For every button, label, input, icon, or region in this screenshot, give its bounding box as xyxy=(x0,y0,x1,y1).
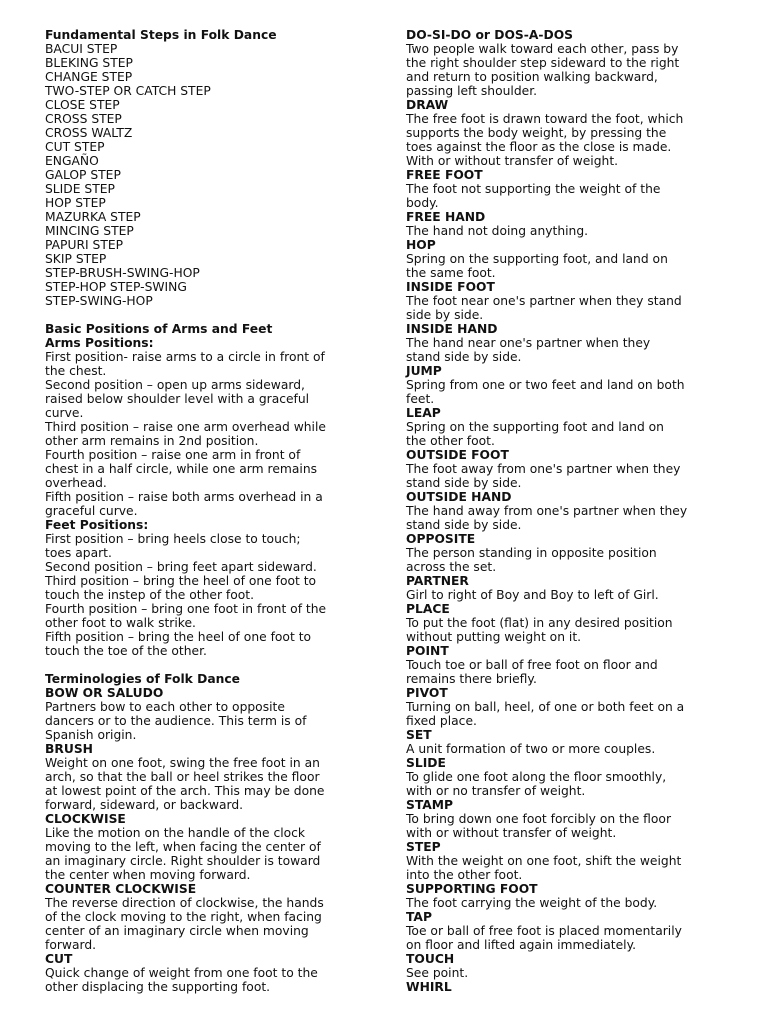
term-entry xyxy=(406,98,736,168)
term-entry xyxy=(45,812,375,882)
term-definition-line: With the weight on one foot, shift the weight xyxy=(406,854,682,868)
term-definition-line: Like the motion on the handle of the clock xyxy=(45,826,306,840)
term-definition-line: at lowest point of the arch. This may be done xyxy=(45,784,325,798)
term-heading: INSIDE HAND xyxy=(406,322,498,336)
term-entry xyxy=(406,448,736,490)
steps-title: Fundamental Steps in Folk Dance xyxy=(45,28,277,42)
arms-position-line: the chest. xyxy=(45,364,107,378)
term-definition-line: with or without transfer of weight. xyxy=(406,826,617,840)
term-entry xyxy=(406,238,736,280)
term-definition-line: Toe or ball of free foot is placed momentarily xyxy=(406,924,682,938)
term-heading: DRAW xyxy=(406,98,449,112)
term-definition-line: feet. xyxy=(406,392,435,406)
term-entry xyxy=(406,910,736,952)
term-heading: STAMP xyxy=(406,798,454,812)
term-definition-line: Girl to right of Boy and Boy to left of Girl. xyxy=(406,588,659,602)
step-item: STEP-HOP STEP-SWING xyxy=(45,280,187,294)
step-item: CROSS STEP xyxy=(45,112,122,126)
step-item: SKIP STEP xyxy=(45,252,107,266)
term-heading: JUMP xyxy=(406,364,442,378)
arms-position-line: raised below shoulder level with a graceful xyxy=(45,392,310,406)
term-entry xyxy=(406,728,736,756)
term-entry xyxy=(45,952,375,994)
feet-positions xyxy=(45,532,375,658)
term-definition-line: other displacing the supporting foot. xyxy=(45,980,271,994)
term-entry xyxy=(406,490,736,532)
term-definition-line: body. xyxy=(406,196,439,210)
term-entry xyxy=(406,798,736,840)
term-entry xyxy=(45,882,375,952)
term-definition-line: stand side by side. xyxy=(406,350,522,364)
step-item: MINCING STEP xyxy=(45,224,134,238)
term-definition-line: The reverse direction of clockwise, the hands xyxy=(45,896,324,910)
arms-position-line: other arm remains in 2nd position. xyxy=(45,434,259,448)
term-heading: SUPPORTING FOOT xyxy=(406,882,538,896)
term-definition-line: To glide one foot along the floor smoothly, xyxy=(406,770,667,784)
term-entry xyxy=(406,28,736,98)
term-definition-line: forward. xyxy=(45,938,97,952)
term-heading: PLACE xyxy=(406,602,450,616)
term-definition-line: an imaginary circle. Right shoulder is toward xyxy=(45,854,321,868)
arms-positions xyxy=(45,350,375,518)
term-entry xyxy=(406,210,736,238)
term-entry xyxy=(406,168,736,210)
term-definition-line: Spring on the supporting foot, and land on xyxy=(406,252,668,266)
term-definition-line: Quick change of weight from one foot to the xyxy=(45,966,318,980)
term-entry xyxy=(406,952,736,980)
term-definition-line: the right shoulder step sideward to the right xyxy=(406,56,680,70)
term-heading: TOUCH xyxy=(406,952,455,966)
term-definition-line: the same foot. xyxy=(406,266,496,280)
term-entry xyxy=(406,756,736,798)
term-heading: CUT xyxy=(45,952,73,966)
term-definition-line: with or no transfer of weight. xyxy=(406,784,586,798)
term-heading: BOW OR SALUDO xyxy=(45,686,164,700)
term-definition-line: To bring down one foot forcibly on the floor xyxy=(406,812,672,826)
term-definition-line: without putting weight on it. xyxy=(406,630,582,644)
term-definition-line: supports the body weight, by pressing the xyxy=(406,126,667,140)
left-terms-list xyxy=(45,686,375,994)
step-item: HOP STEP xyxy=(45,196,106,210)
term-definition-line: passing left shoulder. xyxy=(406,84,538,98)
term-definition-line: The foot away from one's partner when they xyxy=(406,462,681,476)
term-definition-line: center of an imaginary circle when moving xyxy=(45,924,309,938)
term-definition-line: Partners bow to each other to opposite xyxy=(45,700,285,714)
spacer xyxy=(45,658,375,672)
term-heading: FREE HAND xyxy=(406,210,486,224)
term-entry xyxy=(406,574,736,602)
term-definition-line: To put the foot (flat) in any desired position xyxy=(406,616,673,630)
term-entry xyxy=(406,532,736,574)
step-item: BLEKING STEP xyxy=(45,56,133,70)
step-item: CHANGE STEP xyxy=(45,70,133,84)
term-heading: LEAP xyxy=(406,406,441,420)
term-definition-line: forward, sideward, or backward. xyxy=(45,798,244,812)
term-entry xyxy=(406,322,736,364)
term-heading: SET xyxy=(406,728,432,742)
terms-title: Terminologies of Folk Dance xyxy=(45,672,241,686)
feet-position-line: toes apart. xyxy=(45,546,112,560)
step-item: CROSS WALTZ xyxy=(45,126,133,140)
right-terms-list xyxy=(406,28,736,994)
term-definition-line: Weight on one foot, swing the free foot in an xyxy=(45,756,320,770)
step-item: CUT STEP xyxy=(45,140,105,154)
steps-list xyxy=(45,42,375,308)
term-entry xyxy=(406,980,736,994)
term-entry xyxy=(45,742,375,812)
term-entry xyxy=(406,882,736,910)
term-definition-line: dancers or to the audience. This term is of xyxy=(45,714,307,728)
term-heading: INSIDE FOOT xyxy=(406,280,495,294)
term-definition-line: stand side by side. xyxy=(406,476,522,490)
feet-title: Feet Positions: xyxy=(45,518,149,532)
arms-position-line: Second position – open up arms sideward, xyxy=(45,378,305,392)
term-definition-line: into the other foot. xyxy=(406,868,523,882)
term-definition-line: The foot not supporting the weight of the xyxy=(406,182,661,196)
positions-title: Basic Positions of Arms and Feet xyxy=(45,322,273,336)
term-heading: COUNTER CLOCKWISE xyxy=(45,882,197,896)
arms-position-line: Third position – raise one arm overhead while xyxy=(45,420,326,434)
term-definition-line: The person standing in opposite position xyxy=(406,546,657,560)
term-definition-line: arch, so that the ball or heel strikes the floor xyxy=(45,770,320,784)
term-entry xyxy=(406,644,736,686)
term-definition-line: The hand near one's partner when they xyxy=(406,336,651,350)
term-heading: OUTSIDE HAND xyxy=(406,490,512,504)
term-definition-line: The free foot is drawn toward the foot, which xyxy=(406,112,684,126)
term-heading: PIVOT xyxy=(406,686,448,700)
term-definition-line: the other foot. xyxy=(406,434,495,448)
term-definition-line: across the set. xyxy=(406,560,497,574)
term-definition-line: the center when moving forward. xyxy=(45,868,251,882)
term-definition-line: The foot near one's partner when they stand xyxy=(406,294,682,308)
term-heading: HOP xyxy=(406,238,436,252)
term-definition-line: Touch toe or ball of free foot on floor and xyxy=(406,658,658,672)
spacer xyxy=(45,308,375,322)
term-definition-line: remains there briefly. xyxy=(406,672,537,686)
term-definition-line: moving to the left, when facing the center of xyxy=(45,840,321,854)
step-item: STEP-SWING-HOP xyxy=(45,294,153,308)
feet-position-line: Fifth position – bring the heel of one foot to xyxy=(45,630,312,644)
term-entry xyxy=(406,406,736,448)
term-definition-line: The hand away from one's partner when they xyxy=(406,504,688,518)
term-definition-line: With or without transfer of weight. xyxy=(406,154,619,168)
arms-position-line: curve. xyxy=(45,406,84,420)
step-item: TWO-STEP OR CATCH STEP xyxy=(45,84,211,98)
arms-position-line: chest in a half circle, while one arm remains xyxy=(45,462,318,476)
term-definition-line: toes against the floor as the close is made. xyxy=(406,140,672,154)
term-entry xyxy=(406,602,736,644)
term-heading: OPPOSITE xyxy=(406,532,476,546)
term-heading: OUTSIDE FOOT xyxy=(406,448,509,462)
term-definition-line: stand side by side. xyxy=(406,518,522,532)
term-heading: PARTNER xyxy=(406,574,469,588)
feet-position-line: touch the instep of the other foot. xyxy=(45,588,255,602)
step-item: PAPURI STEP xyxy=(45,238,124,252)
term-definition-line: Spring from one or two feet and land on both xyxy=(406,378,685,392)
right-column xyxy=(406,28,736,994)
feet-position-line: other foot to walk strike. xyxy=(45,616,196,630)
term-definition-line: Two people walk toward each other, pass by xyxy=(406,42,679,56)
term-heading: SLIDE xyxy=(406,756,446,770)
term-definition-line: A unit formation of two or more couples. xyxy=(406,742,656,756)
step-item: CLOSE STEP xyxy=(45,98,120,112)
term-definition-line: of the clock moving to the right, when facing xyxy=(45,910,322,924)
step-item: ENGAÑO xyxy=(45,154,99,168)
arms-position-line: overhead. xyxy=(45,476,107,490)
term-heading: WHIRL xyxy=(406,980,452,994)
term-heading: TAP xyxy=(406,910,432,924)
arms-position-line: First position- raise arms to a circle in front of xyxy=(45,350,325,364)
term-heading: DO-SI-DO or DOS-A-DOS xyxy=(406,28,574,42)
term-definition-line: The foot carrying the weight of the body. xyxy=(406,896,658,910)
step-item: BACUI STEP xyxy=(45,42,118,56)
term-heading: POINT xyxy=(406,644,449,658)
feet-position-line: touch the toe of the other. xyxy=(45,644,207,658)
term-definition-line: and return to position walking backward, xyxy=(406,70,658,84)
term-definition-line: Spanish origin. xyxy=(45,728,137,742)
step-item: MAZURKA STEP xyxy=(45,210,141,224)
term-entry xyxy=(406,280,736,322)
term-heading: BRUSH xyxy=(45,742,93,756)
left-column xyxy=(45,28,375,994)
term-definition-line: The hand not doing anything. xyxy=(406,224,589,238)
feet-position-line: Fourth position – bring one foot in front of the xyxy=(45,602,327,616)
term-heading: FREE FOOT xyxy=(406,168,483,182)
term-entry xyxy=(406,686,736,728)
term-definition-line: See point. xyxy=(406,966,469,980)
term-entry xyxy=(406,840,736,882)
term-heading: STEP xyxy=(406,840,441,854)
feet-position-line: Second position – bring feet apart sideward. xyxy=(45,560,317,574)
step-item: GALOP STEP xyxy=(45,168,121,182)
arms-title: Arms Positions: xyxy=(45,336,154,350)
term-definition-line: Turning on ball, heel, of one or both feet on a xyxy=(406,700,685,714)
arms-position-line: Fourth position – raise one arm in front of xyxy=(45,448,301,462)
arms-position-line: graceful curve. xyxy=(45,504,138,518)
term-heading: CLOCKWISE xyxy=(45,812,126,826)
term-entry xyxy=(406,364,736,406)
term-definition-line: fixed place. xyxy=(406,714,477,728)
term-definition-line: on floor and lifted again immediately. xyxy=(406,938,637,952)
term-definition-line: Spring on the supporting foot and land on xyxy=(406,420,664,434)
term-entry xyxy=(45,686,375,742)
feet-position-line: First position – bring heels close to touch; xyxy=(45,532,301,546)
arms-position-line: Fifth position – raise both arms overhead in a xyxy=(45,490,323,504)
feet-position-line: Third position – bring the heel of one foot to xyxy=(45,574,317,588)
term-definition-line: side by side. xyxy=(406,308,484,322)
step-item: STEP-BRUSH-SWING-HOP xyxy=(45,266,200,280)
step-item: SLIDE STEP xyxy=(45,182,115,196)
